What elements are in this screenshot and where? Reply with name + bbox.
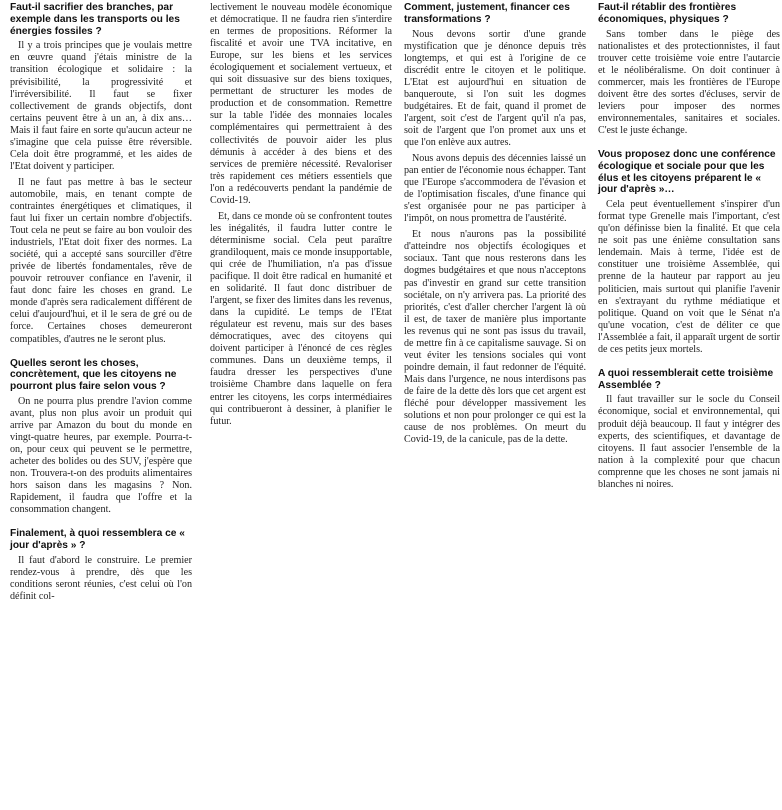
question-heading: Faut-il rétablir des frontières économiques, physiques ?: [598, 2, 737, 25]
question-heading: Faut-il sacrifier des branches, par exemple dans les transports ou les énergies fossiles ?: [10, 2, 180, 37]
column-3: [404, 2, 586, 450]
paragraph: Il faut d'abord le construire. Le premier rendez-vous à prendre, dès que les conditions seront réunies, c'est celui où l'on définit col-: [10, 555, 192, 603]
paragraph: Et, dans ce monde où se confrontent toutes les inégalités, il faudra lutter contre le déterminisme social. Cela peut paraître grandiloquent, mais ce monde insupportable, qui crée de l'humiliation, n'a pas d'issue pacifique. Il doit être radical en humanité et en solidarité. Il faut donc distribuer de l'argent, se fixer des limites dans les revenus, dans la cupidité. Le temps de l'Etat régulateur est revenu, mais sur des bases démocratiques, avec des citoyens qui doivent participer à l'énoncé de ces règles communes. Dans un deuxième temps, il faudra dresser les perspectives d'une troisième Chambre dans laquelle on fera entrer les citoyens, les corps intermédiaires qui contribueront à dessiner, à planifier le futur.: [210, 210, 392, 427]
paragraph: Et nous n'aurons pas la possibilité d'atteindre nos objectifs écologiques et sociaux. Tant que nous resterons dans les dogmes budgétaires et que nous n'acceptons pas d'investir en grand sur cette transition sociétale, on n'y arrivera pas. La priorité des priorités, c'est d'aller chercher l'argent là où il est, de taxer de manière plus importante les revenus qui ne sont pas issus du travail, de mettre fin à ce capitalisme sauvage. Si on veut éviter les tensions sociales qui vont poindre demain, il faut redonner de l'équité. Mais dans l'urgence, ne nous interdisons pas de faire de la dette dès lors que cet argent est fléché pour développer massivement les solutions et non pour prolonger ce qui est la cause de nos problèmes. On meurt du Covid-19, de la canicule, pas de la dette.: [404, 229, 586, 446]
question-heading: Quelles seront les choses, concrètement, que les citoyens ne pourront plus faire selon vous ?: [10, 357, 177, 393]
paragraph: Il faut travailler sur le socle du Conseil économique, social et environnemental, qui produit déjà beaucoup. Il faut y intégrer des experts, des scientifiques, et davantage de citoyens. Il faut associer l'ensemble de la nation à la complexité pour que chacun comprenne que les choses ne sont jamais ni blanches ni noires.: [598, 394, 780, 490]
paragraph: Sans tomber dans le piège des nationalistes et des protectionnistes, il faut trouver cette troisième voie entre l'autarcie et le néolibéralisme. On doit continuer à commercer, mais les frontières de l'Europe doivent être des sortes d'écluses, servir de leviers pour imposer des normes environnementales, sanitaires et sociales. C'est le juste échange.: [598, 28, 780, 136]
column-2: [210, 2, 392, 432]
paragraph: Nous devons sortir d'une grande mystification que je dénonce depuis très longtemps, et qui est à l'origine de ce discrédit entre le citoyen et le politique. L'Etat est aujourd'hui en situation de banqueroute, si l'on suit les dogmes budgétaires. Et de fait, quand il promet de l'argent, soit c'est de l'argent qu'il n'a pas, soit de l'argent que l'on promet aux uns et que l'on enlève aux autres.: [404, 28, 586, 149]
column-1: [10, 2, 192, 607]
question-heading: Comment, justement, financer ces transformations ?: [404, 2, 570, 25]
paragraph: lectivement le nouveau modèle économique et démocratique. Il ne faudra rien s'interdire en termes de propositions. Réformer la fiscalité et avoir une TVA incitative, en Europe, sur les biens et les services écologiquement et socialement vertueux, et qui soit dissuasive sur des biens toxiques, permettant de structurer les modes de production et de consommation. Remettre sur la table l'idée des monnaies locales complémentaires qui permettraient à des collectivités de pouvoir aider les plus démunis à accéder à des biens et des services de première nécessité. Revaloriser très rapidement ces métiers essentiels que l'on a redécouverts pendant la pandémie de Covid-19.: [210, 2, 392, 206]
paragraph: Cela peut éventuellement s'inspirer d'un format type Grenelle mais l'important, c'est qu'on définisse bien la finalité. Et que cela ne soit pas une énième consultation sans lendemain. Mais à terme, l'idée est de constituer une troisième Assemblée, qui prenne de la hauteur par rapport au jeu politicien, mais surtout qui planifie l'avenir en s'extrayant du rythme médiatique et politique. Quand on voit que le Sénat n'a qu'une vocation, c'est de déliter ce que l'Assemblée a fait, il apparaît urgent de sortir de ces petits jeux mortels.: [598, 199, 780, 355]
paragraph: Il ne faut pas mettre à bas le secteur automobile, mais, en tenant compte de contraintes énergétiques et climatiques, il faut lui fixer un certain nombre d'objectifs. Tout cela ne peut se faire au bon vouloir des industriels, l'Etat doit fixer des normes. La société, qui a accepté sans sourciller d'être privée de libertés fondamentales, rêve de pouvoir retrouver confiance en l'avenir, il faut donc faire les choses en grand. Le monde d'après sera radicalement différent de celui d'aujourd'hui, et il le sera de gré ou de force. Certaines choses demeureront compatibles, d'autres ne le seront plus.: [10, 176, 192, 345]
column-4: [598, 2, 780, 495]
question-heading: Vous proposez donc une conférence écologique et sociale pour que les élus et les citoyens préparent le « jour d'après »…: [598, 149, 776, 196]
question-heading: A quoi ressemblerait cette troisième Assemblée ?: [598, 367, 774, 391]
paragraph: On ne pourra plus prendre l'avion comme avant, plus non plus avoir un produit qui arrive par Amazon du bout du monde en vingt-quatre heures, par exemple. Pourra-t-on, pour ceux qui peuvent se le permettre, acheter des bolides ou des SUV, j'espère que non. Trouvera-t-on des produits alimentaires hors saison dans les magasins ? Non. Rapidement, il faudra que l'offre et la consommation changent.: [10, 395, 192, 516]
paragraph: Nous avons depuis des décennies laissé un pan entier de l'économie nous échapper. Tant que l'Europe s'accommodera de l'évasion et de l'optimisation fiscales, d'une finance qui s'est organisée pour ne pas participer à l'impôt, on nous promettra de l'austérité.: [404, 153, 586, 225]
paragraph: Il y a trois principes que je voulais mettre en œuvre quand j'étais ministre de la transition écologique et solidaire : la prévisibilité, la progressivité et l'irréversibilité. Il faut se fixer collectivement de grands objectifs, dont certains peuvent être à un an, à dix ans… Mais il faut faire en sorte qu'aucun acteur ne s'imagine que cela puisse être réversible. Cela doit être programmé, et les aides de l'Etat doivent y participer.: [10, 40, 192, 172]
question-heading: Finalement, à quoi ressemblera ce « jour d'après » ?: [10, 528, 185, 552]
